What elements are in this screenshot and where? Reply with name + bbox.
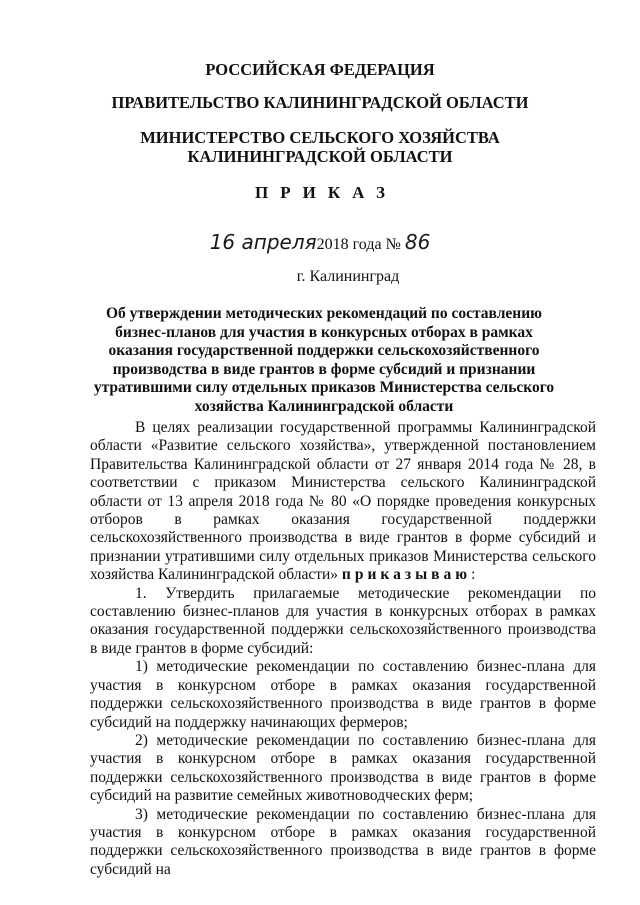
order-word: приказываю [341, 566, 472, 584]
document-body [90, 419, 596, 879]
document-title: Об утверждении методических рекомендаций по составлению бизнес-планов для участия в конкурсных отборах в рамках оказания государственной поддержки сельскохозяйственного производства в виде грантов в форме субсидий и признании утратившими силу отдельных приказов Министерства сельского хозяйства Калининградской области [93, 305, 555, 415]
order-suffix: : [471, 566, 476, 584]
item-1-2: 2) методические рекомендации по составлению бизнес-плана для участия в конкурсном отборе в рамках оказания государственной поддержки сельскохозяйственного производства в виде грантов в форме субсидий на развитие семейных животноводческих ферм; [90, 731, 596, 805]
ministry-heading [0, 128, 640, 166]
item-1: 1. Утвердить прилагаемые методические рекомендации по составлению бизнес-планов для участия в конкурсных отборах в рамках оказания государственной поддержки сельскохозяйственного производства в виде грантов в форме субсидий: [90, 584, 596, 657]
country-heading: РОССИЙСКАЯ ФЕДЕРАЦИЯ [205, 60, 435, 79]
item-1-3: 3) методические рекомендации по составлению бизнес-плана для участия в конкурсном отборе в рамках оказания государственной поддержки сельскохозяйственного производства в виде грантов в форме субсидий на [90, 805, 596, 878]
date-line [0, 230, 640, 257]
intro-text: В целях реализации государственной программы Калининградской области «Развитие сельского хозяйства», утвержденной постановлением Правительства Калининградской области от 27 января 2014 года № 28, в соответствии с приказом Министерства сельского Калининградской области от 13 апреля 2018 года № 80 «О порядке проведения конкурсных отборов в рамках оказания государственной поддержки сельскохозяйственного производства в виде грантов в форме субсидий и признании утратившими силу отдельных приказов Министерства сельского хозяйства Калининградской области» [90, 419, 596, 584]
handwritten-number: 86 [404, 230, 431, 254]
intro-paragraph [90, 419, 596, 585]
government-heading: ПРАВИТЕЛЬСТВО КАЛИНИНГРАДСКОЙ ОБЛАСТИ [111, 93, 529, 112]
document-type: ПРИКАЗ [255, 183, 397, 202]
date-year: 2018 года № [316, 236, 401, 253]
ministry-heading-line2: КАЛИНИНГРАДСКОЙ ОБЛАСТИ [187, 147, 453, 166]
item-1-1: 1) методические рекомендации по составлению бизнес-плана для участия в конкурсном отборе в рамках оказания государственной поддержки сельскохозяйственного производства в виде грантов в форме субсидий на поддержку начинающих фермеров; [90, 658, 596, 731]
city: г. Калининград [296, 268, 400, 285]
ministry-heading-line1: МИНИСТЕРСТВО СЕЛЬСКОГО ХОЗЯЙСТВА [140, 128, 500, 147]
handwritten-date: 16 апреля [209, 230, 317, 254]
